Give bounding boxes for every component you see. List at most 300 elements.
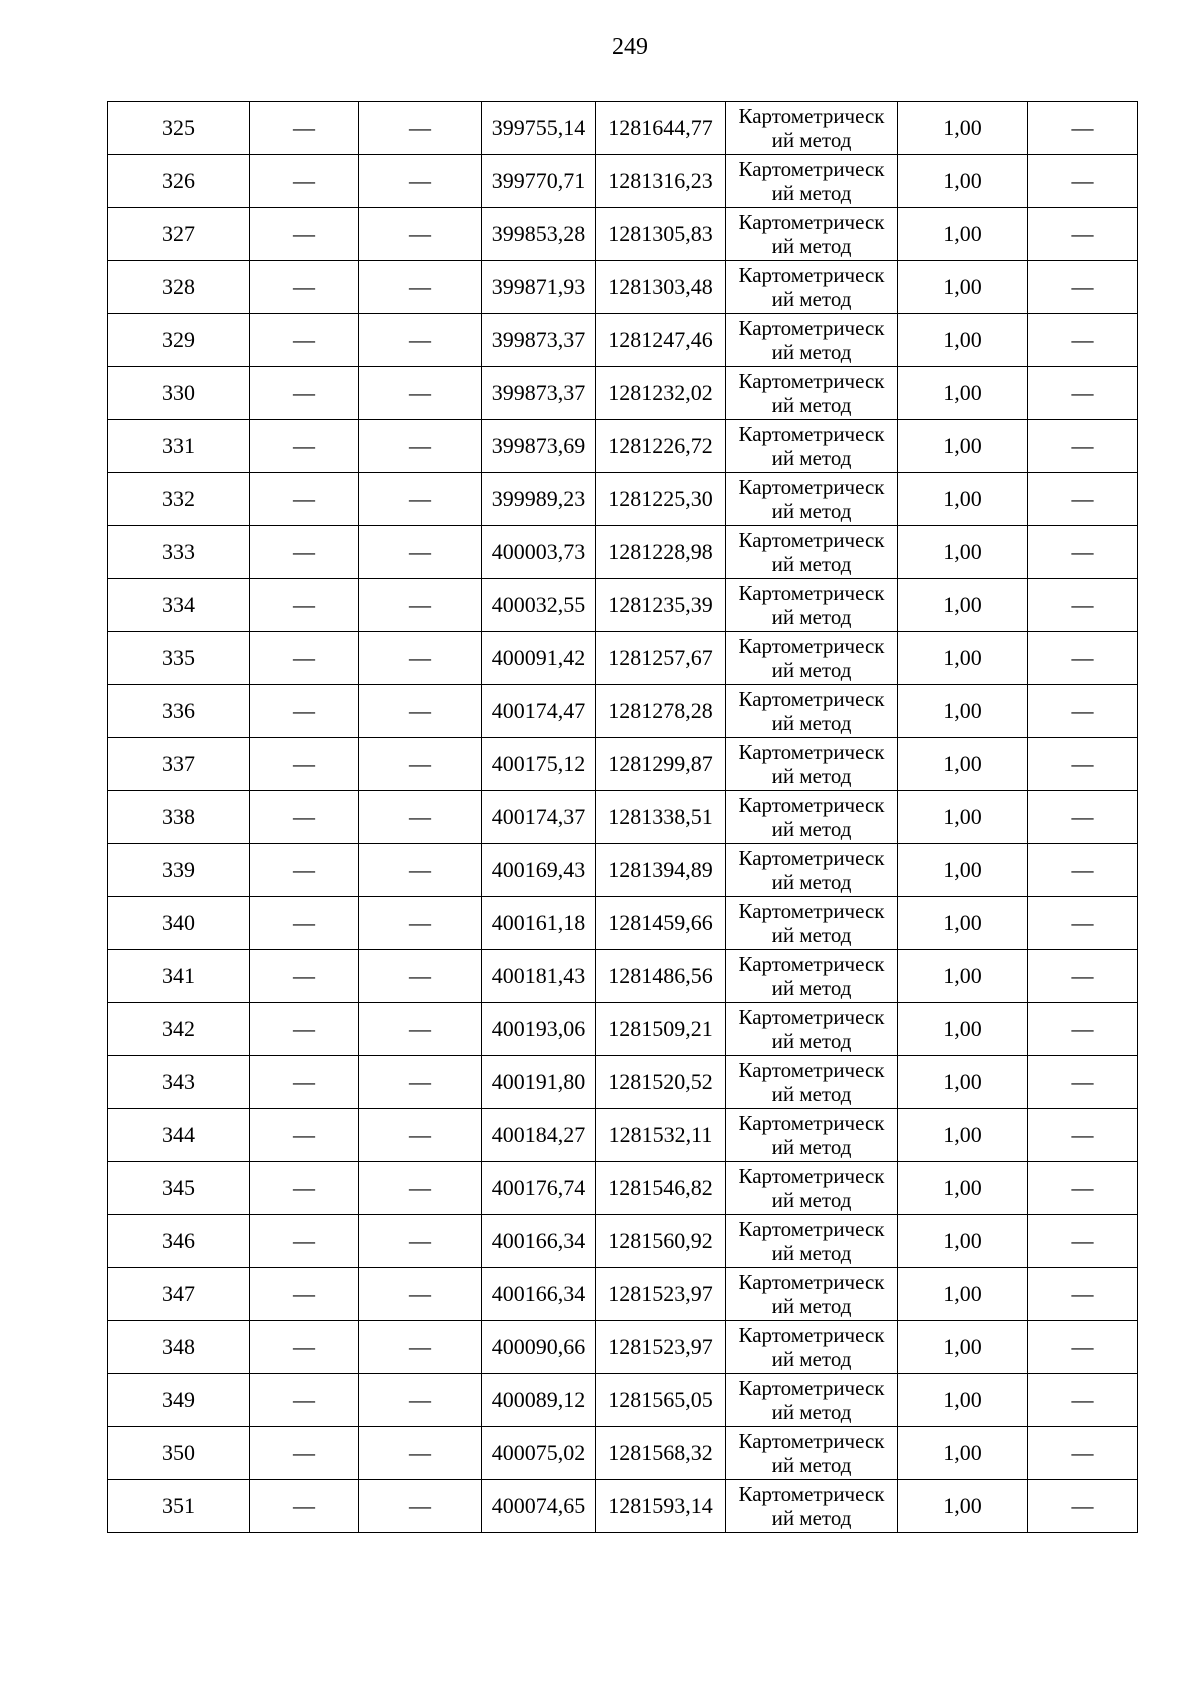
point-number-cell: 351: [108, 1480, 250, 1533]
x-coordinate-cell: 400191,80: [482, 1056, 596, 1109]
x-coordinate-cell: 400181,43: [482, 950, 596, 1003]
method-text-line-1: Картометрическ: [738, 793, 885, 817]
x-coordinate-cell: 399989,23: [482, 473, 596, 526]
empty-dash-cell: —: [250, 685, 359, 738]
empty-dash-cell: —: [1028, 1215, 1138, 1268]
empty-dash-cell: —: [359, 1215, 482, 1268]
method-text-line-2: ий метод: [771, 658, 852, 682]
x-coordinate-cell: 400169,43: [482, 844, 596, 897]
empty-dash-cell: —: [1028, 473, 1138, 526]
accuracy-cell: 1,00: [898, 1427, 1028, 1480]
empty-dash-cell: —: [1028, 579, 1138, 632]
accuracy-cell: 1,00: [898, 1268, 1028, 1321]
empty-dash-cell: —: [250, 473, 359, 526]
y-coordinate-cell: 1281235,39: [596, 579, 726, 632]
empty-dash-cell: —: [250, 526, 359, 579]
y-coordinate-cell: 1281546,82: [596, 1162, 726, 1215]
empty-dash-cell: —: [359, 632, 482, 685]
table-row: [108, 420, 1138, 473]
table-row: [108, 1162, 1138, 1215]
empty-dash-cell: —: [1028, 844, 1138, 897]
point-number-cell: 339: [108, 844, 250, 897]
method-text-line-1: Картометрическ: [738, 740, 885, 764]
accuracy-cell: 1,00: [898, 950, 1028, 1003]
empty-dash-cell: —: [1028, 420, 1138, 473]
method-text-line-1: Картометрическ: [738, 1323, 885, 1347]
method-text-line-1: Картометрическ: [738, 1482, 885, 1506]
y-coordinate-cell: 1281232,02: [596, 367, 726, 420]
x-coordinate-cell: 400074,65: [482, 1480, 596, 1533]
empty-dash-cell: —: [1028, 102, 1138, 155]
x-coordinate-cell: 400075,02: [482, 1427, 596, 1480]
method-cell: [726, 897, 898, 950]
accuracy-cell: 1,00: [898, 897, 1028, 950]
method-text-line-1: Картометрическ: [738, 1429, 885, 1453]
method-cell: [726, 738, 898, 791]
empty-dash-cell: —: [250, 1056, 359, 1109]
empty-dash-cell: —: [359, 685, 482, 738]
empty-dash-cell: —: [1028, 1162, 1138, 1215]
method-text-line-2: ий метод: [771, 552, 852, 576]
table-row: [108, 1003, 1138, 1056]
point-number-cell: 333: [108, 526, 250, 579]
empty-dash-cell: —: [1028, 1003, 1138, 1056]
empty-dash-cell: —: [359, 208, 482, 261]
table-row: [108, 844, 1138, 897]
empty-dash-cell: —: [359, 1056, 482, 1109]
empty-dash-cell: —: [250, 1109, 359, 1162]
empty-dash-cell: —: [359, 367, 482, 420]
accuracy-cell: 1,00: [898, 685, 1028, 738]
method-cell: [726, 579, 898, 632]
method-cell: [726, 1109, 898, 1162]
method-text-line-2: ий метод: [771, 128, 852, 152]
point-number-cell: 346: [108, 1215, 250, 1268]
table-row: [108, 1321, 1138, 1374]
method-cell: [726, 1003, 898, 1056]
empty-dash-cell: —: [359, 950, 482, 1003]
accuracy-cell: 1,00: [898, 208, 1028, 261]
y-coordinate-cell: 1281394,89: [596, 844, 726, 897]
empty-dash-cell: —: [1028, 261, 1138, 314]
point-number-cell: 350: [108, 1427, 250, 1480]
method-cell: [726, 102, 898, 155]
table-row: [108, 579, 1138, 632]
method-cell: [726, 632, 898, 685]
empty-dash-cell: —: [1028, 685, 1138, 738]
method-text-line-2: ий метод: [771, 764, 852, 788]
x-coordinate-cell: 399755,14: [482, 102, 596, 155]
method-text-line-1: Картометрическ: [738, 687, 885, 711]
empty-dash-cell: —: [250, 632, 359, 685]
accuracy-cell: 1,00: [898, 473, 1028, 526]
empty-dash-cell: —: [1028, 1321, 1138, 1374]
empty-dash-cell: —: [359, 579, 482, 632]
x-coordinate-cell: 399853,28: [482, 208, 596, 261]
table-row: [108, 1109, 1138, 1162]
y-coordinate-cell: 1281299,87: [596, 738, 726, 791]
method-text-line-2: ий метод: [771, 1506, 852, 1530]
x-coordinate-cell: 400176,74: [482, 1162, 596, 1215]
empty-dash-cell: —: [1028, 155, 1138, 208]
method-text-line-2: ий метод: [771, 181, 852, 205]
method-text-line-2: ий метод: [771, 1029, 852, 1053]
method-text-line-1: Картометрическ: [738, 899, 885, 923]
method-text-line-2: ий метод: [771, 1400, 852, 1424]
y-coordinate-cell: 1281278,28: [596, 685, 726, 738]
empty-dash-cell: —: [1028, 791, 1138, 844]
method-text-line-1: Картометрическ: [738, 1164, 885, 1188]
method-text-line-1: Картометрическ: [738, 157, 885, 181]
table-row: [108, 155, 1138, 208]
empty-dash-cell: —: [359, 102, 482, 155]
method-text-line-2: ий метод: [771, 234, 852, 258]
method-cell: [726, 1427, 898, 1480]
x-coordinate-cell: 400175,12: [482, 738, 596, 791]
point-number-cell: 331: [108, 420, 250, 473]
empty-dash-cell: —: [359, 1268, 482, 1321]
empty-dash-cell: —: [359, 791, 482, 844]
table-row: [108, 897, 1138, 950]
x-coordinate-cell: 400184,27: [482, 1109, 596, 1162]
empty-dash-cell: —: [250, 367, 359, 420]
accuracy-cell: 1,00: [898, 738, 1028, 791]
empty-dash-cell: —: [1028, 367, 1138, 420]
method-cell: [726, 1056, 898, 1109]
y-coordinate-cell: 1281523,97: [596, 1321, 726, 1374]
empty-dash-cell: —: [250, 950, 359, 1003]
method-text-line-2: ий метод: [771, 923, 852, 947]
table-row: [108, 950, 1138, 1003]
method-cell: [726, 208, 898, 261]
point-number-cell: 327: [108, 208, 250, 261]
accuracy-cell: 1,00: [898, 632, 1028, 685]
y-coordinate-cell: 1281226,72: [596, 420, 726, 473]
y-coordinate-cell: 1281228,98: [596, 526, 726, 579]
method-cell: [726, 1268, 898, 1321]
y-coordinate-cell: 1281523,97: [596, 1268, 726, 1321]
table-row: [108, 632, 1138, 685]
empty-dash-cell: —: [359, 1162, 482, 1215]
point-number-cell: 335: [108, 632, 250, 685]
table-row: [108, 314, 1138, 367]
method-text-line-2: ий метод: [771, 1241, 852, 1265]
point-number-cell: 325: [108, 102, 250, 155]
empty-dash-cell: —: [1028, 632, 1138, 685]
point-number-cell: 344: [108, 1109, 250, 1162]
accuracy-cell: 1,00: [898, 1321, 1028, 1374]
x-coordinate-cell: 400090,66: [482, 1321, 596, 1374]
method-text-line-1: Картометрическ: [738, 1111, 885, 1135]
accuracy-cell: 1,00: [898, 579, 1028, 632]
table-row: [108, 1056, 1138, 1109]
method-text-line-1: Картометрическ: [738, 1270, 885, 1294]
x-coordinate-cell: 400161,18: [482, 897, 596, 950]
method-cell: [726, 950, 898, 1003]
method-text-line-1: Картометрическ: [738, 422, 885, 446]
empty-dash-cell: —: [250, 738, 359, 791]
method-text-line-2: ий метод: [771, 340, 852, 364]
x-coordinate-cell: 400166,34: [482, 1215, 596, 1268]
method-text-line-2: ий метод: [771, 499, 852, 523]
table-row: [108, 1268, 1138, 1321]
method-text-line-1: Картометрическ: [738, 634, 885, 658]
table-row: [108, 685, 1138, 738]
y-coordinate-cell: 1281305,83: [596, 208, 726, 261]
empty-dash-cell: —: [250, 1162, 359, 1215]
method-cell: [726, 1374, 898, 1427]
point-number-cell: 341: [108, 950, 250, 1003]
y-coordinate-cell: 1281509,21: [596, 1003, 726, 1056]
empty-dash-cell: —: [1028, 950, 1138, 1003]
y-coordinate-cell: 1281247,46: [596, 314, 726, 367]
accuracy-cell: 1,00: [898, 1003, 1028, 1056]
accuracy-cell: 1,00: [898, 1109, 1028, 1162]
accuracy-cell: 1,00: [898, 1374, 1028, 1427]
table-body: [108, 102, 1138, 1533]
method-text-line-2: ий метод: [771, 287, 852, 311]
table-row: [108, 261, 1138, 314]
method-text-line-2: ий метод: [771, 1188, 852, 1212]
y-coordinate-cell: 1281257,67: [596, 632, 726, 685]
point-number-cell: 334: [108, 579, 250, 632]
method-cell: [726, 844, 898, 897]
accuracy-cell: 1,00: [898, 526, 1028, 579]
method-text-line-2: ий метод: [771, 1347, 852, 1371]
empty-dash-cell: —: [359, 526, 482, 579]
point-number-cell: 332: [108, 473, 250, 526]
empty-dash-cell: —: [250, 420, 359, 473]
empty-dash-cell: —: [250, 791, 359, 844]
table-row: [108, 738, 1138, 791]
table-row: [108, 1215, 1138, 1268]
empty-dash-cell: —: [250, 1003, 359, 1056]
method-text-line-2: ий метод: [771, 817, 852, 841]
method-text-line-1: Картометрическ: [738, 104, 885, 128]
x-coordinate-cell: 400193,06: [482, 1003, 596, 1056]
method-cell: [726, 1215, 898, 1268]
y-coordinate-cell: 1281532,11: [596, 1109, 726, 1162]
accuracy-cell: 1,00: [898, 791, 1028, 844]
empty-dash-cell: —: [1028, 526, 1138, 579]
page-number: 249: [612, 34, 648, 60]
method-cell: [726, 1321, 898, 1374]
empty-dash-cell: —: [359, 1003, 482, 1056]
method-cell: [726, 420, 898, 473]
empty-dash-cell: —: [359, 897, 482, 950]
empty-dash-cell: —: [359, 1109, 482, 1162]
method-text-line-1: Картометрическ: [738, 1217, 885, 1241]
point-number-cell: 348: [108, 1321, 250, 1374]
method-text-line-2: ий метод: [771, 393, 852, 417]
empty-dash-cell: —: [1028, 208, 1138, 261]
x-coordinate-cell: 399770,71: [482, 155, 596, 208]
method-text-line-1: Картометрическ: [738, 1005, 885, 1029]
empty-dash-cell: —: [1028, 1268, 1138, 1321]
method-cell: [726, 685, 898, 738]
coordinates-table: [107, 101, 1138, 1533]
empty-dash-cell: —: [359, 1374, 482, 1427]
method-text-line-2: ий метод: [771, 1294, 852, 1318]
empty-dash-cell: —: [250, 261, 359, 314]
method-cell: [726, 261, 898, 314]
method-text-line-2: ий метод: [771, 870, 852, 894]
point-number-cell: 328: [108, 261, 250, 314]
method-cell: [726, 1162, 898, 1215]
method-cell: [726, 473, 898, 526]
method-cell: [726, 314, 898, 367]
x-coordinate-cell: 400174,47: [482, 685, 596, 738]
table-row: [108, 791, 1138, 844]
accuracy-cell: 1,00: [898, 1215, 1028, 1268]
empty-dash-cell: —: [1028, 1056, 1138, 1109]
accuracy-cell: 1,00: [898, 420, 1028, 473]
empty-dash-cell: —: [359, 261, 482, 314]
point-number-cell: 347: [108, 1268, 250, 1321]
accuracy-cell: 1,00: [898, 1056, 1028, 1109]
table-row: [108, 1374, 1138, 1427]
empty-dash-cell: —: [250, 1374, 359, 1427]
method-text-line-1: Картометрическ: [738, 1058, 885, 1082]
empty-dash-cell: —: [250, 897, 359, 950]
method-text-line-2: ий метод: [771, 1135, 852, 1159]
empty-dash-cell: —: [250, 1268, 359, 1321]
point-number-cell: 329: [108, 314, 250, 367]
method-text-line-2: ий метод: [771, 1453, 852, 1477]
y-coordinate-cell: 1281486,56: [596, 950, 726, 1003]
y-coordinate-cell: 1281303,48: [596, 261, 726, 314]
method-text-line-1: Картометрическ: [738, 846, 885, 870]
method-cell: [726, 1480, 898, 1533]
point-number-cell: 338: [108, 791, 250, 844]
accuracy-cell: 1,00: [898, 261, 1028, 314]
point-number-cell: 345: [108, 1162, 250, 1215]
empty-dash-cell: —: [250, 1427, 359, 1480]
y-coordinate-cell: 1281316,23: [596, 155, 726, 208]
empty-dash-cell: —: [359, 314, 482, 367]
empty-dash-cell: —: [359, 844, 482, 897]
table-row: [108, 208, 1138, 261]
x-coordinate-cell: 399873,37: [482, 367, 596, 420]
point-number-cell: 336: [108, 685, 250, 738]
method-cell: [726, 367, 898, 420]
method-text-line-1: Картометрическ: [738, 210, 885, 234]
method-cell: [726, 526, 898, 579]
method-text-line-1: Картометрическ: [738, 528, 885, 552]
empty-dash-cell: —: [1028, 897, 1138, 950]
x-coordinate-cell: 400091,42: [482, 632, 596, 685]
empty-dash-cell: —: [250, 1321, 359, 1374]
method-text-line-1: Картометрическ: [738, 1376, 885, 1400]
x-coordinate-cell: 400174,37: [482, 791, 596, 844]
x-coordinate-cell: 400032,55: [482, 579, 596, 632]
point-number-cell: 340: [108, 897, 250, 950]
accuracy-cell: 1,00: [898, 102, 1028, 155]
table-row: [108, 1480, 1138, 1533]
method-text-line-1: Картометрическ: [738, 581, 885, 605]
empty-dash-cell: —: [1028, 1109, 1138, 1162]
method-text-line-1: Картометрическ: [738, 369, 885, 393]
empty-dash-cell: —: [359, 155, 482, 208]
empty-dash-cell: —: [250, 1215, 359, 1268]
table-row: [108, 102, 1138, 155]
y-coordinate-cell: 1281568,32: [596, 1427, 726, 1480]
method-cell: [726, 155, 898, 208]
y-coordinate-cell: 1281644,77: [596, 102, 726, 155]
x-coordinate-cell: 400003,73: [482, 526, 596, 579]
x-coordinate-cell: 400166,34: [482, 1268, 596, 1321]
empty-dash-cell: —: [250, 155, 359, 208]
empty-dash-cell: —: [1028, 738, 1138, 791]
y-coordinate-cell: 1281520,52: [596, 1056, 726, 1109]
accuracy-cell: 1,00: [898, 314, 1028, 367]
method-cell: [726, 791, 898, 844]
point-number-cell: 342: [108, 1003, 250, 1056]
method-text-line-1: Картометрическ: [738, 316, 885, 340]
empty-dash-cell: —: [359, 738, 482, 791]
empty-dash-cell: —: [359, 1321, 482, 1374]
y-coordinate-cell: 1281225,30: [596, 473, 726, 526]
x-coordinate-cell: 400089,12: [482, 1374, 596, 1427]
point-number-cell: 330: [108, 367, 250, 420]
accuracy-cell: 1,00: [898, 1480, 1028, 1533]
empty-dash-cell: —: [359, 1427, 482, 1480]
method-text-line-2: ий метод: [771, 976, 852, 1000]
table-row: [108, 473, 1138, 526]
empty-dash-cell: —: [359, 420, 482, 473]
accuracy-cell: 1,00: [898, 1162, 1028, 1215]
x-coordinate-cell: 399871,93: [482, 261, 596, 314]
y-coordinate-cell: 1281338,51: [596, 791, 726, 844]
point-number-cell: 326: [108, 155, 250, 208]
method-text-line-2: ий метод: [771, 711, 852, 735]
method-text-line-1: Картометрическ: [738, 475, 885, 499]
point-number-cell: 349: [108, 1374, 250, 1427]
y-coordinate-cell: 1281593,14: [596, 1480, 726, 1533]
y-coordinate-cell: 1281560,92: [596, 1215, 726, 1268]
accuracy-cell: 1,00: [898, 155, 1028, 208]
empty-dash-cell: —: [1028, 1480, 1138, 1533]
empty-dash-cell: —: [250, 1480, 359, 1533]
empty-dash-cell: —: [1028, 1374, 1138, 1427]
accuracy-cell: 1,00: [898, 367, 1028, 420]
empty-dash-cell: —: [250, 579, 359, 632]
empty-dash-cell: —: [250, 844, 359, 897]
table-row: [108, 526, 1138, 579]
y-coordinate-cell: 1281565,05: [596, 1374, 726, 1427]
empty-dash-cell: —: [359, 1480, 482, 1533]
method-text-line-2: ий метод: [771, 446, 852, 470]
empty-dash-cell: —: [250, 102, 359, 155]
empty-dash-cell: —: [1028, 1427, 1138, 1480]
y-coordinate-cell: 1281459,66: [596, 897, 726, 950]
x-coordinate-cell: 399873,37: [482, 314, 596, 367]
empty-dash-cell: —: [250, 314, 359, 367]
point-number-cell: 337: [108, 738, 250, 791]
table-row: [108, 1427, 1138, 1480]
empty-dash-cell: —: [359, 473, 482, 526]
accuracy-cell: 1,00: [898, 844, 1028, 897]
method-text-line-2: ий метод: [771, 1082, 852, 1106]
point-number-cell: 343: [108, 1056, 250, 1109]
x-coordinate-cell: 399873,69: [482, 420, 596, 473]
empty-dash-cell: —: [1028, 314, 1138, 367]
method-text-line-1: Картометрическ: [738, 952, 885, 976]
method-text-line-2: ий метод: [771, 605, 852, 629]
empty-dash-cell: —: [250, 208, 359, 261]
table-row: [108, 367, 1138, 420]
method-text-line-1: Картометрическ: [738, 263, 885, 287]
